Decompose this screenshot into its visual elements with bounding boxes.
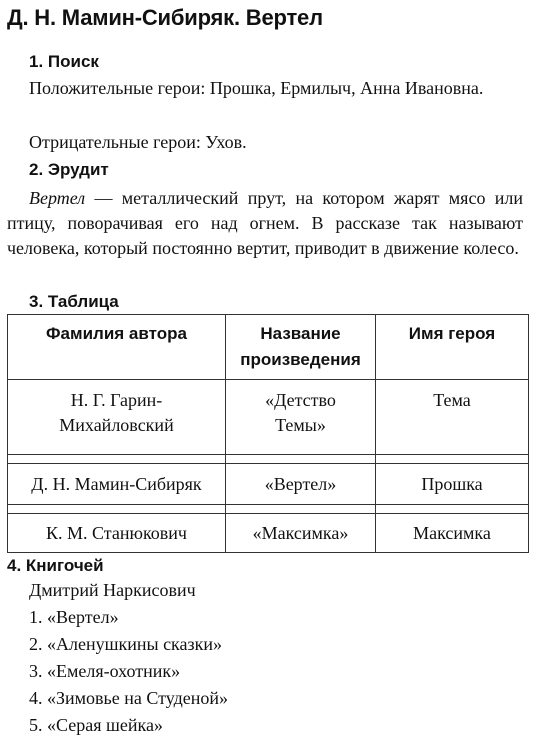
list-item: 1. «Вертел» — [29, 607, 119, 627]
section-heading-reader: 4. Книгочей — [7, 556, 104, 575]
table-row — [8, 464, 529, 505]
list-item: 5. «Серая шейка» — [29, 715, 163, 735]
section-heading-table: 3. Таблица — [29, 292, 119, 311]
table-cell: Прошка — [376, 464, 529, 505]
term-definition: — металлический прут, на котором жарят мясо или птицу, поворачивая его над огнем. В рассказе так называют человека, который постоянно вертит, приводит в движение колесо. — [7, 188, 523, 258]
positive-heroes-text: Положительные герои: Прошка, Ермилыч, Анна Ивановна. — [29, 78, 484, 98]
section-heading-search: 1. Поиск — [29, 52, 99, 71]
table-cell: Максимка — [376, 514, 529, 553]
negative-heroes-text: Отрицательные герои: Ухов. — [29, 132, 247, 152]
column-header: Название произведения — [226, 315, 376, 380]
table-header-row — [8, 315, 529, 380]
list-item: 3. «Емеля-охотник» — [29, 661, 181, 681]
table-row — [8, 514, 529, 553]
table-cell: Д. Н. Мамин-Сибиряк — [8, 464, 226, 505]
table-cell: «Вертел» — [226, 464, 376, 505]
authors-table — [7, 314, 529, 553]
table-cell: Тема — [376, 380, 529, 455]
column-header: Имя героя — [376, 315, 529, 380]
table-row-gap — [8, 505, 529, 514]
table-row — [8, 380, 529, 455]
term-word: Вертел — [29, 188, 86, 208]
column-header: Фамилия автора — [8, 315, 226, 380]
section-heading-erudite: 2. Эрудит — [29, 160, 109, 179]
page-title: Д. Н. Мамин-Сибиряк. Вертел — [7, 5, 323, 30]
table-cell: «Максимка» — [226, 514, 376, 553]
table-cell: «Детство Темы» — [226, 380, 376, 455]
table-row-gap — [8, 455, 529, 464]
list-item: 4. «Зимовье на Студеной» — [29, 688, 229, 708]
list-item: 2. «Аленушкины сказки» — [29, 634, 223, 654]
author-name: Дмитрий Наркисович — [29, 580, 196, 600]
table-cell: Н. Г. Гарин-Михайловский — [8, 380, 226, 455]
table-cell: К. М. Станюкович — [8, 514, 226, 553]
erudite-paragraph — [7, 186, 523, 261]
